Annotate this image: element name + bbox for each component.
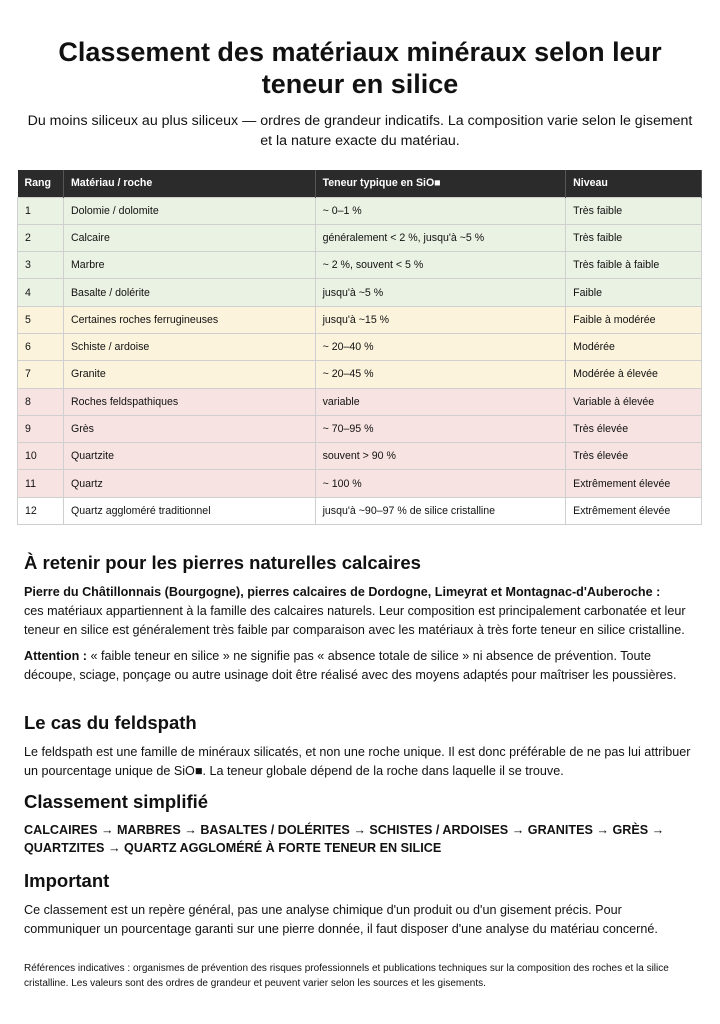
level-cell: Variable à élevée <box>566 388 702 415</box>
column-header-materiau: Matériau / roche <box>63 170 315 197</box>
material-cell: Quartzite <box>63 443 315 470</box>
rank-cell: 10 <box>18 443 64 470</box>
attention-label: Attention : <box>24 649 87 663</box>
level-cell: Extrêmement élevée <box>566 497 702 524</box>
paragraph-lead-bold: Pierre du Châtillonnais (Bourgogne), pierres calcaires de Dordogne, Limeyrat et Montagnac-d'Auberoche : <box>24 585 661 599</box>
rank-cell: 2 <box>18 224 64 251</box>
references-footnote: Références indicatives : organismes de prévention des risques professionnels et publications techniques sur la composition des roches et la silice cristalline. Les valeurs sont des ordres de grandeur et peuvent varier selon les sources et les gisements. <box>24 963 669 989</box>
silica-cell: jusqu'à ~15 % <box>315 306 566 333</box>
material-cell: Roches feldspathiques <box>63 388 315 415</box>
level-cell: Modérée à élevée <box>566 361 702 388</box>
rank-cell: 5 <box>18 306 64 333</box>
silica-cell: ~ 70–95 % <box>315 415 566 442</box>
paragraph-attention <box>24 647 698 685</box>
silica-cell: souvent > 90 % <box>315 443 566 470</box>
silica-table <box>17 170 702 525</box>
rank-cell: 11 <box>18 470 64 497</box>
level-cell: Très faible à faible <box>566 252 702 279</box>
section-heading-calcaires: À retenir pour les pierres naturelles calcaires <box>24 552 421 573</box>
level-cell: Très faible <box>566 224 702 251</box>
rank-cell: 4 <box>18 279 64 306</box>
column-header-teneur: Teneur typique en SiO■ <box>315 170 566 197</box>
table-row <box>18 333 702 360</box>
level-cell: Très élevée <box>566 415 702 442</box>
table-row <box>18 361 702 388</box>
silica-cell: jusqu'à ~90–97 % de silice cristalline <box>315 497 566 524</box>
material-cell: Quartz aggloméré traditionnel <box>63 497 315 524</box>
silica-cell: ~ 100 % <box>315 470 566 497</box>
section-classement <box>24 790 698 857</box>
material-cell: Marbre <box>63 252 315 279</box>
rank-cell: 9 <box>18 415 64 442</box>
rank-cell: 1 <box>18 197 64 224</box>
silica-cell: jusqu'à ~5 % <box>315 279 566 306</box>
table-row <box>18 224 702 251</box>
level-cell: Faible à modérée <box>566 306 702 333</box>
rank-cell: 8 <box>18 388 64 415</box>
level-cell: Modérée <box>566 333 702 360</box>
rank-cell: 7 <box>18 361 64 388</box>
silica-cell: ~ 20–40 % <box>315 333 566 360</box>
silica-cell: généralement < 2 %, jusqu'à ~5 % <box>315 224 566 251</box>
section-heading-classement: Classement simplifié <box>24 791 209 812</box>
section-feldspath <box>24 711 698 781</box>
column-header-niveau: Niveau <box>566 170 702 197</box>
paragraph-body: ces matériaux appartiennent à la famille des calcaires naturels. Leur composition est principalement carbonatée et leur teneur en silice est généralement très faible par comparaison avec les matériaux à très forte teneur en silice cristalline. <box>24 604 686 637</box>
table-row <box>18 197 702 224</box>
silica-cell: ~ 0–1 % <box>315 197 566 224</box>
paragraph-feldspath: Le feldspath est une famille de minéraux silicatés, et non une roche unique. Il est donc préférable de ne pas lui attribuer un pourcentage unique de SiO■. La teneur globale dépend de la roche dans laquelle il se trouve. <box>24 745 691 778</box>
table-row <box>18 415 702 442</box>
section-important <box>24 869 698 939</box>
level-cell: Faible <box>566 279 702 306</box>
material-cell: Grès <box>63 415 315 442</box>
paragraph-important: Ce classement est un repère général, pas une analyse chimique d'un produit ou d'un gisement précis. Pour communiquer un pourcentage garanti sur une pierre donnée, il faut disposer d'une analyse du matériau concerné. <box>24 903 658 936</box>
rank-cell: 6 <box>18 333 64 360</box>
material-cell: Calcaire <box>63 224 315 251</box>
material-cell: Certaines roches ferrugineuses <box>63 306 315 333</box>
table-row <box>18 252 702 279</box>
page-subtitle: Du moins siliceux au plus siliceux — ordres de grandeur indicatifs. La composition varie selon le gisement et la nature exacte du matériau. <box>27 113 693 149</box>
material-cell: Schiste / ardoise <box>63 333 315 360</box>
silica-cell: ~ 20–45 % <box>315 361 566 388</box>
simplified-ranking-flow: CALCAIRES → MARBRES → BASALTES / DOLÉRITES → SCHISTES / ARDOISES → GRANITES → GRÈS → QUARTZITES → QUARTZ AGGLOMÉRÉ À FORTE TENEUR EN SILICE <box>24 823 665 855</box>
level-cell: Très faible <box>566 197 702 224</box>
table-header-row <box>18 170 702 197</box>
table-row <box>18 388 702 415</box>
section-heading-feldspath: Le cas du feldspath <box>24 712 197 733</box>
rank-cell: 12 <box>18 497 64 524</box>
paragraph-calcaires <box>24 583 698 640</box>
table-row <box>18 497 702 524</box>
material-cell: Basalte / dolérite <box>63 279 315 306</box>
level-cell: Extrêmement élevée <box>566 470 702 497</box>
table-row <box>18 279 702 306</box>
section-calcaires <box>24 551 698 685</box>
material-cell: Granite <box>63 361 315 388</box>
silica-cell: ~ 2 %, souvent < 5 % <box>315 252 566 279</box>
page-title: Classement des matériaux minéraux selon leur teneur en silice <box>58 37 662 99</box>
level-cell: Très élevée <box>566 443 702 470</box>
section-heading-important: Important <box>24 870 110 891</box>
column-header-rang: Rang <box>18 170 64 197</box>
table-row <box>18 306 702 333</box>
material-cell: Dolomie / dolomite <box>63 197 315 224</box>
rank-cell: 3 <box>18 252 64 279</box>
silica-cell: variable <box>315 388 566 415</box>
paragraph-body: « faible teneur en silice » ne signifie pas « absence totale de silice » ni absence de prévention. Toute découpe, sciage, ponçage ou autre usinage doit être réalisé avec des moyens adaptés pour maîtriser les poussières. <box>24 649 677 682</box>
table-row <box>18 443 702 470</box>
material-cell: Quartz <box>63 470 315 497</box>
table-row <box>18 470 702 497</box>
